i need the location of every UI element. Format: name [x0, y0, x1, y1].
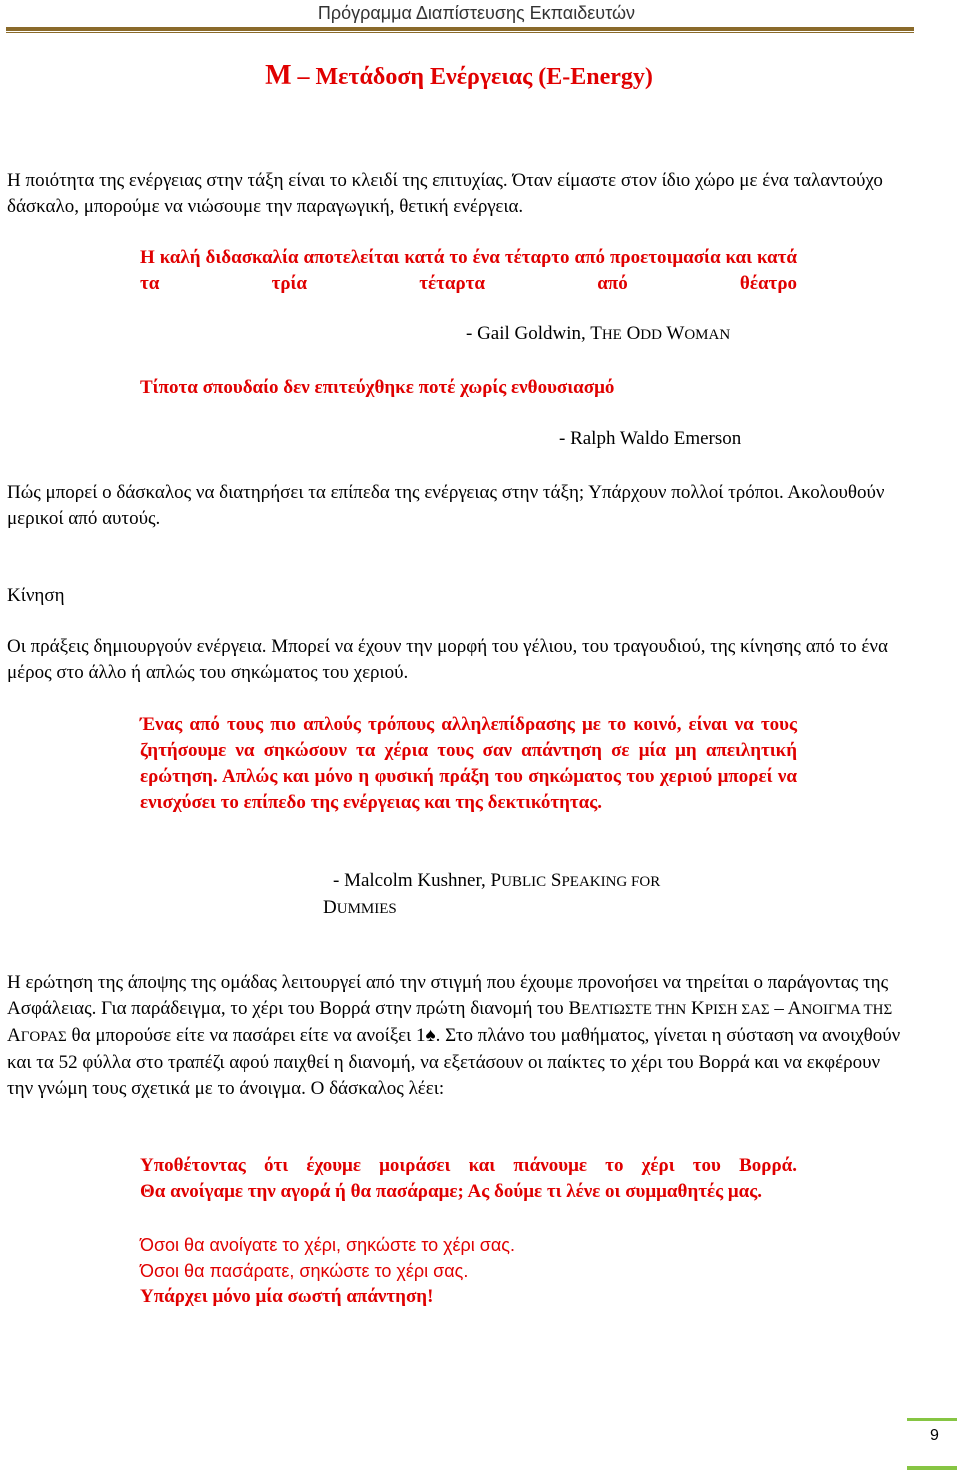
attr-sc: HE — [601, 327, 622, 343]
quote-goldwin-attribution — [466, 323, 730, 345]
page-number: 9 — [930, 1427, 939, 1444]
spade-suit-icon: ♠ — [425, 1025, 436, 1046]
attr-sc: UBLIC — [501, 874, 547, 890]
footer-rule-bottom — [907, 1466, 957, 1470]
attr-sc: UMMIES — [336, 901, 397, 917]
quote-kushner-attribution — [323, 868, 660, 922]
attr-sc: OMAN — [684, 327, 731, 343]
para-text: . Στο πλάνο του μαθήματος, γίνεται η σύσταση να ανοιχθούν και τα 52 φύλλα στο τραπέζι αφού παιχθεί η διανομή, να εξετάσουν οι παίκτες το χέρι του Βορρά και να εκφέρουν την γνώμη τους σχετικά με το άνοιγμα. Ο δάσκαλος λέει: — [7, 1025, 901, 1099]
running-header: Πρόγραμμα Διαπίστευσης Εκπαιδευτών — [317, 3, 635, 23]
quote-goldwin: Η καλή διδασκαλία αποτελείται κατά το ένα τέταρτο από προετοιμασία και κατά τα τρία τέταρτα από θέατρο — [140, 247, 797, 294]
footer-rule-top — [907, 1418, 957, 1421]
quote-kushner: Ένας από τους πιο απλούς τρόπους αλληλεπίδρασης με το κοινό, είναι να τους ζητήσουμε να σηκώσουν τα χέρια τους σαν απάντηση σε μία μη απειλητική ερώτηση. Απλώς και μόνο η φυσική πράξη του σηκώματος του χεριού μπορεί να ενισχύσει το επίπεδο της ενέργειας και της δεκτικότητας. — [140, 714, 797, 813]
title-text: Μετάδοση Ενέργειας (E-Energy) — [315, 64, 653, 90]
header-rule-thin — [6, 32, 914, 33]
paragraph-energy-levels: Πώς μπορεί ο δάσκαλος να διατηρήσει τα επίπεδα της ενέργειας στην τάξη; Υπάρχουν πολλοί τρόποι. Ακολουθούν μερικοί από αυτούς. — [7, 482, 885, 529]
quote-emerson: Τίποτα σπουδαίο δεν επιτεύχθηκε ποτέ χωρίς ενθουσιασμό — [140, 377, 615, 398]
attr-sc: PEAKING FOR — [561, 874, 661, 890]
teacher-line-1: Υποθέτοντας ότι έχουμε μοιράσει και πιάνουμε το χέρι του Βορρά. — [140, 1155, 797, 1176]
attr-text: - Malcolm Kushner, P — [333, 870, 502, 891]
attr-text: D — [323, 897, 337, 918]
book-title-sc: ΕΛΤΙΩΣΤΕ ΤΗΝ — [581, 1002, 687, 1018]
book-title-sc: ΓΟΡΑΣ — [20, 1029, 67, 1045]
intro-paragraph: Η ποιότητα της ενέργειας στην τάξη είναι το κλειδί της επιτυχίας. Όταν είμαστε στον ίδιο χώρο με ένα ταλαντούχο δάσκαλο, μπορούμε να νιώσουμε την παραγωγική, θετική ενέργεια. — [7, 170, 883, 217]
teacher-line-5: Υπάρχει μόνο μία σωστή απάντηση! — [140, 1286, 434, 1307]
para-text: Η ερώτηση της άποψης της ομάδας λειτουργεί από την στιγμή που έχουμε προνοήσει να τηρείται ο παράγοντας της Ασφάλειας. Για παράδειγμα, το χέρι του Βορρά στην πρώτη διανομή του — [7, 972, 889, 1019]
book-title-sc: ΝΟΙΓΜΑ ΤΗΣ — [801, 1002, 893, 1018]
paragraph-bridge-example — [7, 970, 907, 1102]
attr-text: O — [621, 323, 641, 344]
attr-text: - Gail Goldwin, T — [466, 323, 602, 344]
teacher-line-4: Όσοι θα πασάρατε, σηκώστε το χέρι σας. — [140, 1261, 469, 1281]
para-text: θα μπορούσε είτε να πασάρει είτε να ανοίξει 1 — [66, 1025, 426, 1046]
section-heading-movement: Κίνηση — [7, 585, 65, 606]
book-title-sc: Α — [7, 1025, 21, 1046]
header-rule — [6, 27, 914, 31]
paragraph-actions: Οι πράξεις δημιουργούν ενέργεια. Μπορεί να έχουν την μορφή του γέλιου, του τραγουδιού, της κίνησης από το ένα μέρος στο άλλο ή απλώς του σηκώματος του χεριού. — [7, 636, 888, 683]
quote-emerson-attribution: - Ralph Waldo Emerson — [559, 428, 742, 449]
title-letter: Μ — [265, 60, 292, 91]
attr-text: W — [661, 323, 685, 344]
teacher-line-3: Όσοι θα ανοίγατε το χέρι, σηκώστε το χέρι σας. — [140, 1235, 515, 1255]
book-title-sc: ΡΙΣΗ ΣΑΣ — [704, 1002, 770, 1018]
attr-text: S — [546, 870, 562, 891]
book-title-sc: Κ — [686, 998, 705, 1019]
book-title-sc: Β — [568, 998, 582, 1019]
title-dash: – — [297, 64, 310, 90]
page-title — [0, 60, 918, 92]
attr-sc: DD — [640, 327, 662, 343]
teacher-line-2: Θα ανοίγαμε την αγορά ή θα πασάραμε; Ας δούμε τι λένε οι συμμαθητές μας. — [140, 1181, 763, 1202]
book-title-sc: – Α — [769, 998, 802, 1019]
